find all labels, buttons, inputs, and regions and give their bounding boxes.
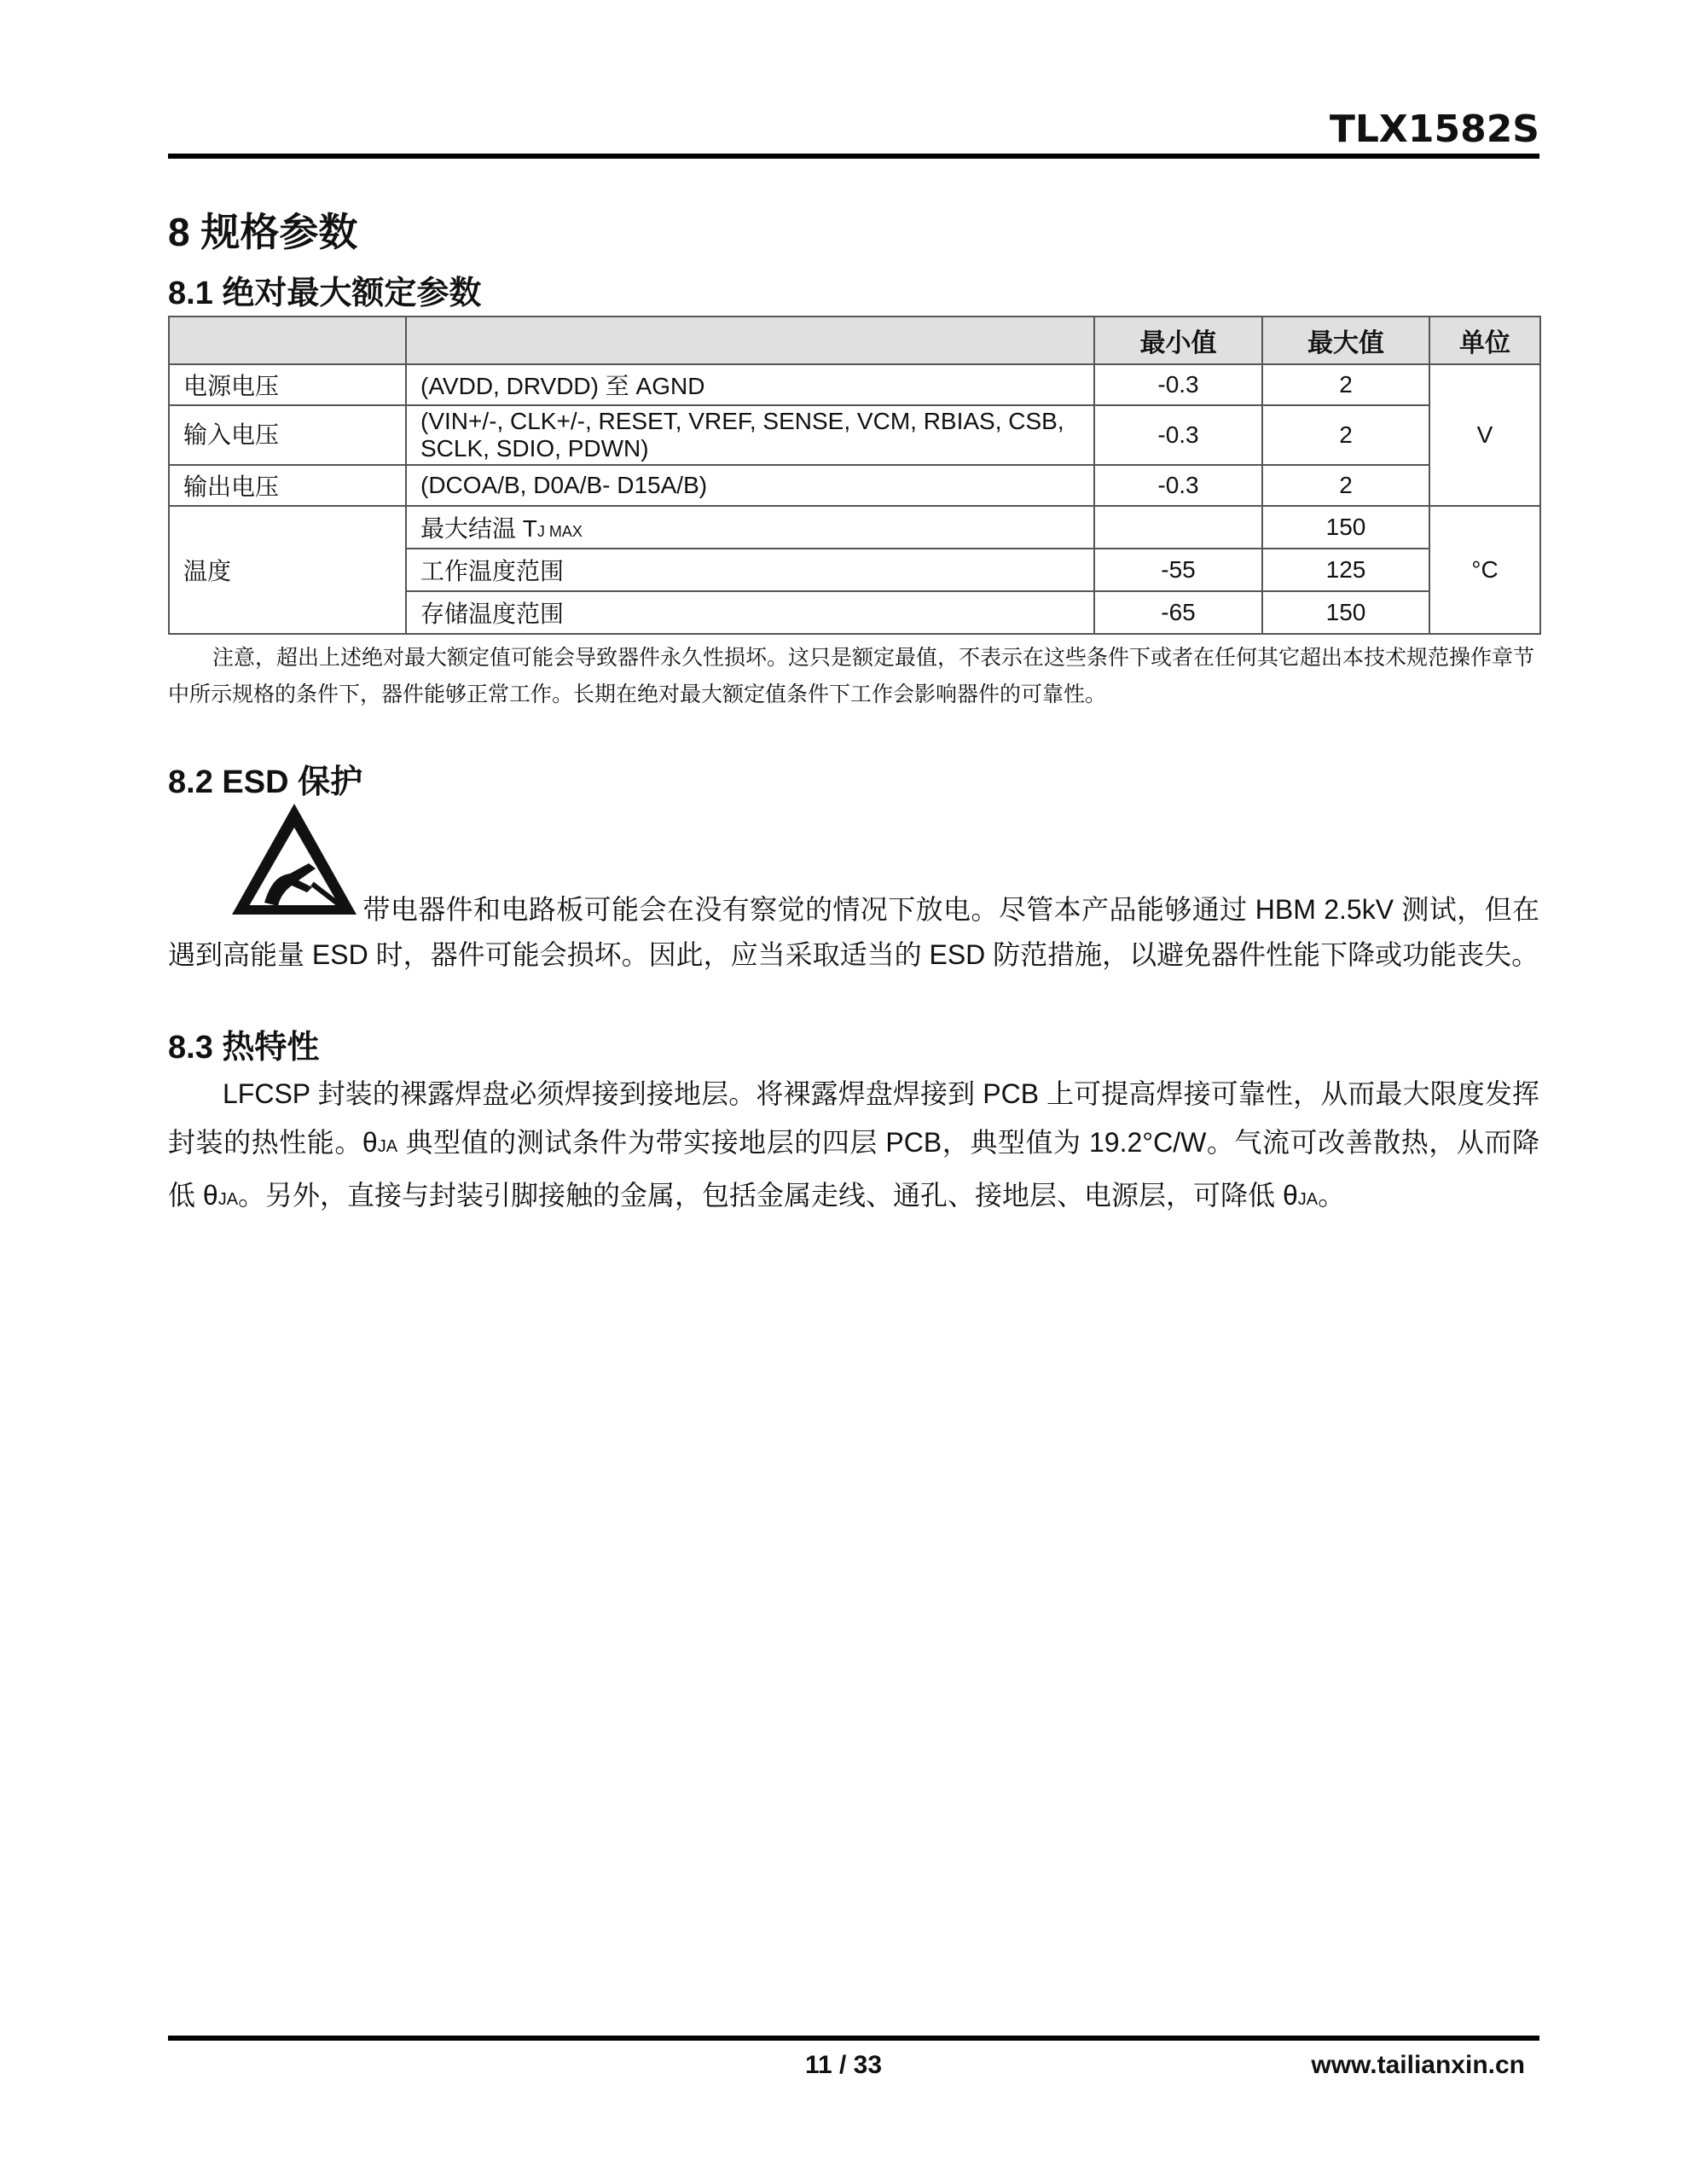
subsection-title-8-1: 8.1 绝对最大额定参数 xyxy=(168,276,482,311)
table-header-unit: 单位 xyxy=(1429,317,1540,364)
header-part-number: TLX1582S xyxy=(1329,107,1539,151)
min-cell: -55 xyxy=(1094,549,1262,591)
max-cell: 150 xyxy=(1262,591,1429,634)
param-cell: 温度 xyxy=(169,506,406,634)
max-cell: 2 xyxy=(1262,364,1429,405)
condition-cell: (DCOA/B, D0A/B- D15A/B) xyxy=(406,465,1094,506)
condition-main: 最大结温 T xyxy=(420,515,537,542)
table-row xyxy=(169,405,1540,465)
thermal-text-part: 。另外，直接与封装引脚接触的金属，包括金属走线、通孔、接地层、电源层，可降低 θ xyxy=(238,1180,1298,1211)
condition-subscript: J MAX xyxy=(536,523,583,540)
param-cell: 输入电压 xyxy=(169,405,406,465)
footer-url: www.tailianxin.cn xyxy=(1311,2051,1525,2079)
esd-text: 带电器件和电路板可能会在没有察觉的情况下放电。尽管本产品能够通过 HBM 2.5kV 测试，但在遇到高能量 ESD 时，器件可能会损坏。因此，应当采取适当的 ESD 防范措施，以避免器件性能下降或功能丧失。 xyxy=(168,894,1539,970)
absolute-max-ratings-table xyxy=(168,316,1541,635)
max-cell: 150 xyxy=(1262,506,1429,549)
table-header-row xyxy=(169,317,1540,364)
condition-cell: (VIN+/-, CLK+/-, RESET, VREF, SENSE, VCM, RBIAS, CSB, SCLK, SDIO, PDWN) xyxy=(406,405,1094,465)
page-number: 11 / 33 xyxy=(804,2051,883,2079)
section-title: 8 规格参数 xyxy=(168,210,358,254)
min-cell: -0.3 xyxy=(1094,465,1262,506)
param-cell: 电源电压 xyxy=(169,364,406,405)
thermal-paragraph xyxy=(168,1070,1539,1224)
table-header-cell xyxy=(169,317,406,364)
unit-cell-voltage: V xyxy=(1429,364,1540,506)
table-header-min: 最小值 xyxy=(1094,317,1262,364)
min-cell: -0.3 xyxy=(1094,364,1262,405)
esd-paragraph xyxy=(168,887,1539,978)
table-row xyxy=(169,364,1540,405)
table-header-cell xyxy=(406,317,1094,364)
condition-cell: (AVDD, DRVDD) 至 AGND xyxy=(406,364,1094,405)
ratings-note: 注意，超出上述绝对最大额定值可能会导致器件永久性损坏。这只是额定最值，不表示在这些条件下或者在任何其它超出本技术规范操作章节中所示规格的条件下，器件能够正常工作。长期在绝对最大额定值条件下工作会影响器件的可靠性。 xyxy=(168,646,1535,706)
theta-subscript: JA xyxy=(1297,1190,1319,1209)
theta-subscript: JA xyxy=(217,1190,239,1209)
max-cell: 2 xyxy=(1262,465,1429,506)
max-cell: 125 xyxy=(1262,549,1429,591)
table-row xyxy=(169,465,1540,506)
table-header-max: 最大值 xyxy=(1262,317,1429,364)
subsection-title-8-2: 8.2 ESD 保护 xyxy=(168,764,363,800)
condition-cell: 工作温度范围 xyxy=(406,549,1094,591)
thermal-text-part: LFCSP 封装的裸露焊盘必须焊接到接地层。将裸露焊盘焊接到 PCB 上可提高焊接可靠性，从而最大限度发挥封装的热性能。θ xyxy=(168,1078,1539,1158)
thermal-text-part: 。 xyxy=(1318,1180,1346,1211)
footer-rule xyxy=(168,2036,1539,2041)
theta-subscript: JA xyxy=(377,1137,398,1156)
max-cell: 2 xyxy=(1262,405,1429,465)
condition-cell: 存储温度范围 xyxy=(406,591,1094,634)
min-cell: -65 xyxy=(1094,591,1262,634)
min-cell xyxy=(1094,506,1262,549)
header-rule xyxy=(168,154,1539,159)
param-cell: 输出电压 xyxy=(169,465,406,506)
unit-cell-temperature: °C xyxy=(1429,506,1540,634)
table-row xyxy=(169,506,1540,549)
min-cell: -0.3 xyxy=(1094,405,1262,465)
thermal-text-part: 典型值的测试条件为带实接地层的四层 PCB，典型值为 19.2°C/W。气流可改善散热，从而降低 θ xyxy=(168,1127,1539,1211)
condition-cell xyxy=(406,506,1094,549)
subsection-title-8-3: 8.3 热特性 xyxy=(168,1030,320,1066)
